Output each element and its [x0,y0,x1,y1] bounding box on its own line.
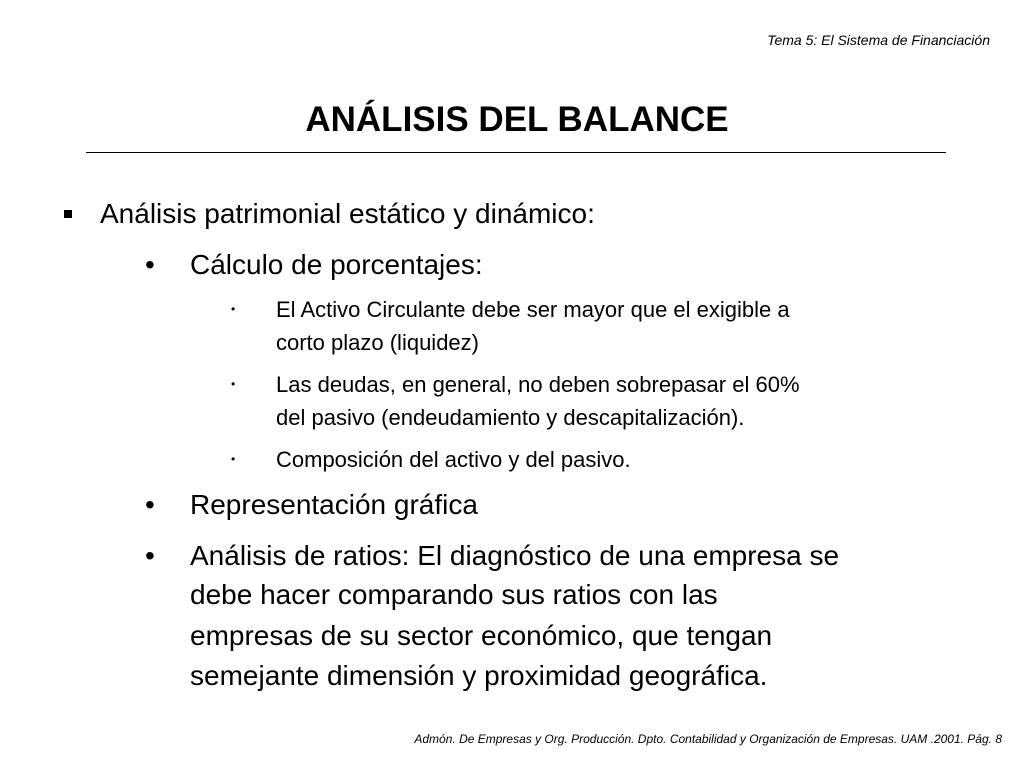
small-bullet-icon: • [231,452,236,466]
subbullet-activo-circulante-line2: corto plazo (liquidez) [276,330,479,355]
bullet-dot-icon: • [145,540,155,571]
square-bullet-icon [64,210,72,218]
small-bullet-icon: • [231,377,236,391]
bullet-analisis-ratios-line4: semejante dimensión y proximidad geográfica. [190,660,768,691]
subbullet-activo-circulante-line1: El Activo Circulante debe ser mayor que el exigible a [276,297,790,322]
title-underline [86,152,946,153]
bullet-calculo-porcentajes: Cálculo de porcentajes: [190,249,483,280]
footer-note: Admón. De Empresas y Org. Producción. Dpto. Contabilidad y Organización de Empresas. UAM .2001. Pág. 8 [414,732,1002,746]
subbullet-composicion: Composición del activo y del pasivo. [276,447,631,472]
bullet-dot-icon: • [145,489,155,520]
small-bullet-icon: • [231,302,236,316]
bullet-analisis-patrimonial: Análisis patrimonial estático y dinámico: [100,198,595,229]
bullet-analisis-ratios-line3: empresas de su sector económico, que tengan [190,620,773,651]
bullet-representacion-grafica: Representación gráfica [190,489,478,520]
subbullet-deudas-line2: del pasivo (endeudamiento y descapitalización). [276,405,745,430]
slide-title: ANÁLISIS DEL BALANCE [305,100,729,139]
subbullet-deudas-line1: Las deudas, en general, no deben sobrepasar el 60% [276,372,800,397]
bullet-analisis-ratios-line2: debe hacer comparando sus ratios con las [190,579,718,610]
bullet-dot-icon: • [145,249,155,280]
header-note: Tema 5: El Sistema de Financiación [767,32,990,48]
bullet-analisis-ratios-line1: Análisis de ratios: El diagnóstico de una empresa se [190,540,840,571]
